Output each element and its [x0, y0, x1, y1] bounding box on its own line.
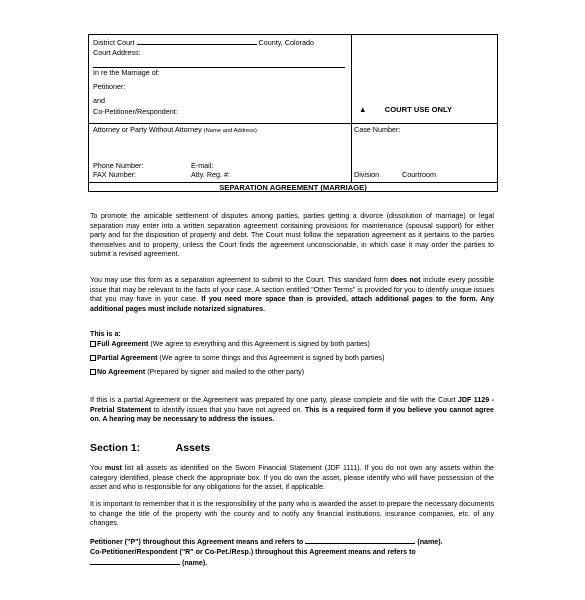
intro-paragraph: To promote the amicable settlement of disputes among parties, parties getting a divorce (dissolution of marriage) or legal separation may enter into a written separation agreement containing provisions for maintenance (spousal support) for either party and for the disposition of property and debt. The Court must follow the separation agreement as it pertains to the parties themselves and to property, unless the Court finds the agreement unconscionable, in which case it may order the parties to submit a revised agreement. [90, 212, 494, 258]
fax-label: FAX Number: [93, 170, 137, 179]
partial-text-2: to identify issues that you have not agreed on. [151, 405, 305, 414]
usage-text-2: include every possible issue that may be relevant to the facts of your case. A section entitled "Other Terms" is provided for you to identify unique issues that you may have in your case. [90, 276, 494, 303]
petitioner-name-suffix: (name). [415, 538, 443, 546]
court-use-only-cell [359, 105, 495, 115]
pretrial-statement-ref: JDF 1129 - Pretrial Statement [90, 396, 494, 414]
division-row [354, 170, 494, 180]
partial-text-1: If this is a partial Agreement or the Agreement was prepared by one party, please complete and file with the Court [90, 396, 458, 404]
petitioner-name-blank[interactable] [305, 536, 415, 544]
section-number: Section 1: [90, 442, 141, 454]
courtroom-label: Courtroom [402, 170, 436, 179]
caption-vertical-divider [351, 35, 352, 183]
attorney-label: Attorney or Party Without Attorney [93, 125, 202, 134]
co-petitioner-definition-text: Co-Petitioner/Respondent ("R" or Co-Pet./Resp.) throughout this Agreement means and refers to [90, 547, 416, 556]
option-no-agreement[interactable] [90, 368, 304, 378]
usage-text-1: You may use this form as a separation agreement to submit to the Court. This standard form [90, 276, 391, 284]
section-1-heading [90, 442, 210, 454]
email-label: E-mail: [191, 161, 214, 170]
co-petitioner-name-row [90, 557, 494, 569]
court-address-label: Court Address: [93, 47, 141, 57]
partial-agreement-desc: (We agree to some things and this Agreement is signed by both parties) [157, 354, 385, 362]
partial-agreement-checkbox[interactable] [90, 355, 96, 361]
partial-agreement-label: Partial Agreement [97, 354, 158, 362]
full-agreement-desc: (We agree to everything and this Agreement is signed by both parties) [148, 340, 370, 348]
definitions-paragraph [90, 536, 494, 569]
co-petitioner-name-blank[interactable] [90, 557, 180, 565]
triangle-icon: ▲ [359, 105, 367, 114]
attorney-note: (Name and Address): [203, 128, 259, 134]
form-title: SEPARATION AGREEMENT (MARRIAGE) [219, 183, 367, 192]
assets-text-2: list all assets as identified on the Sworn Financial Statement (JDF 1111). If you do not own any assets within the category identified, please check the appropriate box. If you do own the asset, please identify who will have possession of the asset and who is responsible for any obligations for the asset, if applicable. [90, 464, 494, 491]
partial-paragraph [90, 396, 494, 425]
petitioner-definition [90, 536, 494, 548]
atty-reg-label: Atty. Reg. #: [191, 170, 231, 179]
fax-row [93, 170, 349, 180]
assets-text-1: You [90, 464, 105, 472]
section-title: Assets [175, 442, 211, 454]
co-petitioner-definition [90, 548, 494, 558]
court-address-line [93, 57, 345, 68]
court-cell [93, 37, 349, 116]
option-full-agreement[interactable] [90, 340, 370, 350]
this-is-a-label: This is a: [90, 330, 121, 338]
co-petitioner-name-suffix: (name). [180, 559, 208, 567]
assets-paragraph [90, 464, 494, 493]
attorney-cell [93, 125, 349, 179]
full-agreement-label: Full Agreement [97, 340, 149, 348]
option-partial-agreement[interactable] [90, 354, 384, 364]
partial-bold-text: This is a required form if you believe you cannot agree on. A hearing may be necessary to address the issues. [90, 405, 495, 423]
assets-must: must [104, 464, 122, 472]
responsibility-paragraph: It is important to remember that it is the responsibility of the party who is awarded the asset to prepare the necessary documents to change the title of the property with the county and to notify any financial institutions, insurance companies, etc. of any changes. [90, 500, 494, 527]
no-agreement-checkbox[interactable] [90, 369, 96, 375]
phone-label: Phone Number: [93, 161, 144, 170]
case-number-cell [354, 125, 494, 179]
district-court-label: District Court [93, 38, 135, 47]
no-agreement-desc: (Prepared by signer and mailed to the other party) [145, 368, 305, 376]
court-use-only-label: COURT USE ONLY [384, 105, 453, 114]
petitioner-definition-text: Petitioner ("P") throughout this Agreement means and refers to [90, 538, 306, 546]
and-label: and [93, 95, 105, 105]
division-label: Division [354, 170, 380, 179]
district-court-blank [137, 37, 257, 45]
in-re-label: In re the Marriage of: [93, 68, 160, 78]
county-colorado-label: County, Colorado [258, 38, 314, 47]
full-agreement-checkbox[interactable] [90, 341, 96, 347]
case-number-label: Case Number: [354, 125, 401, 134]
petitioner-label: Petitioner: [93, 82, 126, 92]
usage-paragraph [90, 276, 494, 314]
usage-bold-text: If you need more space than is provided, attach additional pages to the form. Any additional pages must include notarized signatures. [90, 295, 494, 313]
usage-does-not: does not [390, 276, 421, 284]
no-agreement-label: No Agreement [97, 368, 146, 376]
co-petitioner-label: Co-Petitioner/Respondent: [93, 106, 178, 116]
case-caption-box [88, 34, 498, 192]
caption-divider-1 [89, 123, 497, 124]
